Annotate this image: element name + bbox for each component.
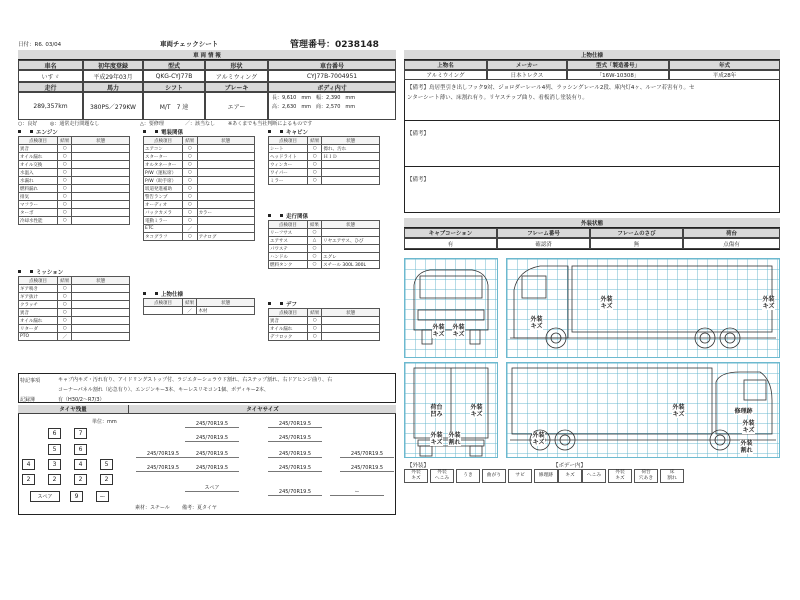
check-cell-r: ○ [57,217,72,225]
check-cell-r: ○ [307,261,321,269]
check-cell-r: ○ [183,233,197,241]
check-cell-n: ウィンカー [269,161,308,169]
tire-size: 245/70R19.5 [268,434,322,442]
col-result: 結果 [183,137,197,145]
check-cell-n: ハンドル [269,253,308,261]
check-cell-r: ○ [183,169,197,177]
col-item: 点検項目 [19,137,58,145]
check-cell-r: ／ [182,307,197,315]
check-cell-n: ヘッドライト [269,153,308,161]
spare-tread: 9 [70,491,83,502]
tire-size: 245/70R19.5 [268,464,322,472]
damage-mark: 荷台 凹み [430,404,443,418]
check-cell-r: ○ [183,185,197,193]
check-cell-r: ○ [307,325,322,333]
check-cell-r: ○ [57,185,72,193]
vehicle-info-cell: ブレーキ [205,82,268,92]
tire-unit: 単位：mm [92,419,117,425]
tire-tread-box: 6 [74,444,87,455]
check-cell-n: オイル漏れ [269,325,308,333]
check-cell-s: 擦れ、汚れ [322,145,380,153]
check-cell-n: P/W（運転席） [144,169,183,177]
check-cell-r: ○ [57,285,72,293]
check-cell-n: ワイパー [269,169,308,177]
damage-mark: 外装 キズ [672,404,685,418]
damage-legend-item: へこみ [582,469,606,483]
check-cell-n: 電動ミラー [144,217,183,225]
check-cell-n: クラッチ [19,301,58,309]
check-cell-n: 異音 [269,317,308,325]
exterior-head: キャブコーション [404,228,497,238]
tire-size: 245/70R19.5 [185,450,239,458]
check-cell-r: ○ [183,209,197,217]
vehicle-info-cell: 平成29年03月 [83,70,143,82]
exterior-head: フレームのさび [590,228,683,238]
check-cell-n: 水漏れ [19,177,58,185]
check-cell-s: エグレ [322,253,380,261]
check-cell-n: パワステ [269,245,308,253]
damage-mark: 外装 割れ [448,432,461,446]
check-cell-r: ○ [57,325,72,333]
legend-exterior-label: 【外装】 [407,463,430,469]
check-cell-n: ギア鳴き [19,285,58,293]
check-cell-n: マフラー [19,201,58,209]
damage-legend-item: 床 割れ [660,469,684,483]
check-cell-n: 排気 [19,193,58,201]
check-cell-r: ○ [57,169,72,177]
body-dims-row-1: 長：9,610 mm 幅：2,390 mm [272,95,356,101]
check-cell-s: 木材 [197,307,255,315]
check-cell-n: ETC [144,225,183,233]
upper-spec-value: 「16W-10308」 [567,70,669,80]
tire-size: 245/70R19.5 [340,464,394,472]
check-cell-r: ○ [183,217,197,225]
exterior-value: 有 [404,238,497,249]
check-cell-n: 坂道発進補助 [144,185,183,193]
spare-size: 245/70R19.5 [268,488,322,496]
check-cell-r: ／ [183,225,197,233]
legend-repair: △：要修理 [140,121,164,127]
col-result: 結果 [57,137,72,145]
damage-mark: 外装 キズ [762,296,775,310]
vehicle-info-cell: 車名 [18,60,83,70]
check-cell-r: ○ [57,153,72,161]
management-value: 0238148 [335,40,379,50]
col-result: 結果 [307,309,322,317]
tire-tread-box: 7 [74,428,87,439]
check-cell-r: ○ [57,293,72,301]
check-cell-n: エアコン [144,145,183,153]
vehicle-info-cell: シフト [143,82,205,92]
col-result: 結果 [307,137,321,145]
spare-size-dash: ー [330,488,384,496]
check-cell-n: ミラー [269,177,308,185]
management-label: 管理番号： [290,40,336,50]
check-cell-r: △ [307,237,321,245]
check-cell-n: 水温入 [19,169,58,177]
vehicle-info-cell: 初年度登録 [83,60,143,70]
check-cell-n: オルタネーター [144,161,183,169]
tire-tread-box: 2 [22,474,35,485]
upper-note-1: 【備考】鳥居型引き出しフック9対、ジョロダーレール4列、ラッシングレール2段、庫内灯4ヶ、ルーフ若害有り。セ [407,85,695,91]
col-item: 点検項目 [144,137,183,145]
check-cell-r: ○ [307,145,321,153]
spare-tread-2: ー [96,491,109,502]
check-cell-n: 燃料漏れ [19,185,58,193]
check-cell-r: ○ [183,201,197,209]
check-cell-r: ○ [57,201,72,209]
engine-title: エンジン [36,130,58,136]
tire-size: 245/70R19.5 [185,420,239,428]
col-status: 状態 [72,137,130,145]
cabin-title: キャビン [286,130,309,136]
tire-note: 備考：夏タイヤ [182,505,217,511]
exterior-head: 荷台 [683,228,780,238]
vehicle-info-title: 車 両 情 報 [18,50,396,60]
vehicle-info-cell: M/T 7 速 [143,92,205,120]
check-cell-r: ○ [307,169,321,177]
vehicle-info-cell: エアー [205,92,268,120]
col-status: 状態 [197,299,255,307]
damage-mark: 外装 キズ [432,324,445,338]
check-cell-r: ○ [183,161,197,169]
exterior-title: 外装状態 [404,218,780,228]
check-cell-r: ○ [307,317,322,325]
check-cell-r: ○ [57,177,72,185]
check-cell-n: オイル交換 [19,161,58,169]
check-cell-n: リーフサス [269,229,308,237]
col-status: 状態 [322,221,380,229]
damage-mark: 外装 キズ [470,404,483,418]
tire-tread-title: タイヤ残量 [18,405,128,414]
vehicle-info-cell: アルミウィング [205,70,268,82]
check-cell-n: 冷却水性能 [19,217,58,225]
tire-size-title: タイヤサイズ [128,405,396,414]
upper-spec-head: 型式「製造番号」 [567,60,669,70]
check-cell-r: ○ [183,177,197,185]
check-cell-s: スチール 300L 300L [322,261,380,269]
upper-spec-title: 上物仕様 [404,50,780,60]
damage-legend-item: キズ [558,469,582,483]
exterior-value: 確認済 [497,238,590,249]
upper-spec-head: メーカー [487,60,567,70]
check-cell-r: ○ [183,145,197,153]
upper-note-b: 【備考】 [407,131,430,137]
damage-legend-item: 外装 へこみ [430,469,454,483]
tire-size: 245/70R19.5 [136,464,190,472]
check-cell-n: P/W（助手席） [144,177,183,185]
exterior-value: 無 [590,238,683,249]
damage-mark: 外装 割れ [740,440,753,454]
check-cell-n: シート [269,145,308,153]
body-dims-row-2: 高：2,630 mm 商：2,570 mm [272,104,356,110]
check-cell-n: ギア抜け [19,293,58,301]
electric-title: 電装関係 [161,130,184,136]
legend-disclaimer: ※あくまでも当社判断によるものです [228,121,313,127]
notes-label: 特記事項 [20,378,41,384]
upper-spec-value: アルミウイング [404,70,487,80]
col-item: 点検項目 [269,221,308,229]
damage-mark: 外装 キズ [532,432,545,446]
check-cell-n: オイル漏れ [19,153,58,161]
vehicle-info-cell: 走行 [18,82,83,92]
tire-tread-box: 5 [48,444,61,455]
vehicle-info-cell: 型式 [143,60,205,70]
check-cell-r: ○ [307,177,321,185]
upper-spec-head: 年式 [669,60,780,70]
vehicle-info-cell: 馬力 [83,82,143,92]
check-cell-r: ○ [57,145,72,153]
damage-legend-item: 外装 キズ [608,469,632,483]
record-value: 有（H30/2〜R7/3） [58,397,105,403]
vehicle-info-cell: 380PS／279KW [83,92,143,120]
damage-legend-item: うき [456,469,480,483]
check-cell-r: ／ [57,333,72,341]
col-item: 点検項目 [144,299,183,307]
damage-mark: 外装 キズ [600,296,613,310]
exterior-value: 点傷有 [683,238,780,249]
col-result: 結果 [307,221,321,229]
damage-mark: 外装 キズ [530,316,543,330]
col-result: 結果 [182,299,197,307]
tire-tread-box: 5 [100,459,113,470]
legend-ok: ◎：通常走行問題なし [50,121,100,127]
tire-size: 245/70R19.5 [185,434,239,442]
check-cell-n: オイル漏れ [19,317,58,325]
check-cell-n: 異音 [19,145,58,153]
sheet-date: 日付：R6. 03/04 [18,42,62,48]
tire-size: 245/70R19.5 [340,450,394,458]
check-cell-r: ○ [307,253,321,261]
upper-note-c: 【備考】 [407,177,430,183]
vehicle-info-cell: QKG-CYJ77B [143,70,205,82]
col-status: 状態 [322,309,380,317]
tire-tread-box: 4 [22,459,35,470]
col-status: 状態 [197,137,254,145]
check-cell-r: ○ [307,161,321,169]
upper-spec-value: 日本トレクス [487,70,567,80]
damage-legend-item: 修理跡 [534,469,558,483]
check-cell-r: ○ [307,229,321,237]
legend-na: ／：該当なし [185,121,216,127]
legend-body-label: 【ボデー内】 [553,463,587,469]
exterior-head: フレーム番号 [497,228,590,238]
vehicle-info-cell: ボディ内寸 [268,82,396,92]
check-cell-n: スターター [144,153,183,161]
check-cell-r: ○ [57,317,72,325]
legend-good: ○：良好 [18,121,38,127]
check-cell-n: 異音 [19,309,58,317]
tire-material: 素材：スチール [135,505,170,511]
record-label: 記録簿 [20,397,36,403]
col-item: 点検項目 [19,277,58,285]
col-item: 点検項目 [269,137,308,145]
damage-mark: 外装 キズ [430,432,443,446]
check-cell-s: リヤエアサス、ひび [322,237,380,245]
tire-size: 245/70R19.5 [268,450,322,458]
upper-spec-head: 上物名 [404,60,487,70]
damage-legend-item: 荷台 穴あき [634,469,658,483]
check-cell-r: ○ [183,153,197,161]
check-cell-r: ○ [307,333,322,341]
check-cell-r: ○ [57,193,72,201]
tire-tread-box: 4 [74,459,87,470]
notes-text-2: コーナーパネル割れ（応急有り）、エンジンキー3本、キーレスリモコン1個、ボディキー2本、 [58,387,269,393]
check-cell-n: PTO [19,333,58,341]
tire-size: 245/70R19.5 [136,450,190,458]
tire-tread-box: 3 [48,459,61,470]
upper-spec-value: 平成28年 [669,70,780,80]
damage-mark: 外装 キズ [742,420,755,434]
tire-tread-box: 2 [48,474,61,485]
check-cell-r: ○ [307,153,321,161]
check-cell-n: オーディオ [144,201,183,209]
mission-title: ミッション [36,270,64,276]
damage-legend-item: サビ [508,469,532,483]
col-result: 結果 [57,277,72,285]
tire-tread-box: 6 [48,428,61,439]
col-item: 点検項目 [269,309,308,317]
check-cell-n: タコグラフ [144,233,183,241]
col-status: 状態 [72,277,130,285]
check-cell-s: アナログ [197,233,254,241]
sheet-title: 車両チェックシート [160,40,219,48]
check-cell-n: バックカメラ [144,209,183,217]
damage-legend-item: 外装 キズ [404,469,428,483]
check-cell-r: ○ [307,245,321,253]
check-cell-r: ○ [57,301,72,309]
check-cell-n: エアサス [269,237,308,245]
notes-text-1: キャブ内キズ・汚れ有り、アイドリングストップ付、ラジエターシュラウド割れ、右ステップ割れ、右ドアヒンジ曲り、右 [58,377,333,383]
check-cell-s: カラー [197,209,254,217]
bed-title: 上物仕様 [161,292,184,298]
damage-mark: 外装 キズ [452,324,465,338]
running-title: 走行関係 [286,214,309,220]
vehicle-info-cell: 形状 [205,60,268,70]
check-cell-n: ターボ [19,209,58,217]
upper-note-2: ンターシート薄い、床割れ有り。リヤステップ曲り、看板消し塗装有り。 [407,95,588,101]
check-cell-r: ○ [57,309,72,317]
spare-label-box: スペア [30,491,60,502]
tire-tread-box: 2 [100,474,113,485]
damage-mark: 修理跡 [734,408,753,415]
check-cell-s: ＨＩＤ [322,153,380,161]
vehicle-info-cell: 車台番号 [268,60,396,70]
damage-legend-item: 曲がり [482,469,506,483]
check-cell-n: リターダ [19,325,58,333]
check-cell-n: デフロック [269,333,308,341]
check-cell-r: ○ [57,209,72,217]
check-cell-n: 燃料タンク [269,261,308,269]
vehicle-info-cell: 289,357km [18,92,83,120]
col-status: 状態 [322,137,380,145]
vehicle-info-cell: いすゞ [18,70,83,82]
vehicle-info-cell: CYJ77B-7004951 [268,70,396,82]
check-cell-n: 警告ランプ [144,193,183,201]
deff-title: デフ [286,302,298,308]
tire-size: 245/70R19.5 [185,464,239,472]
check-cell-r: ○ [183,193,197,201]
check-cell-r: ○ [57,161,72,169]
tire-tread-box: 2 [74,474,87,485]
tire-size: 245/70R19.5 [268,420,322,428]
spare-size-label: スペア [185,484,239,492]
